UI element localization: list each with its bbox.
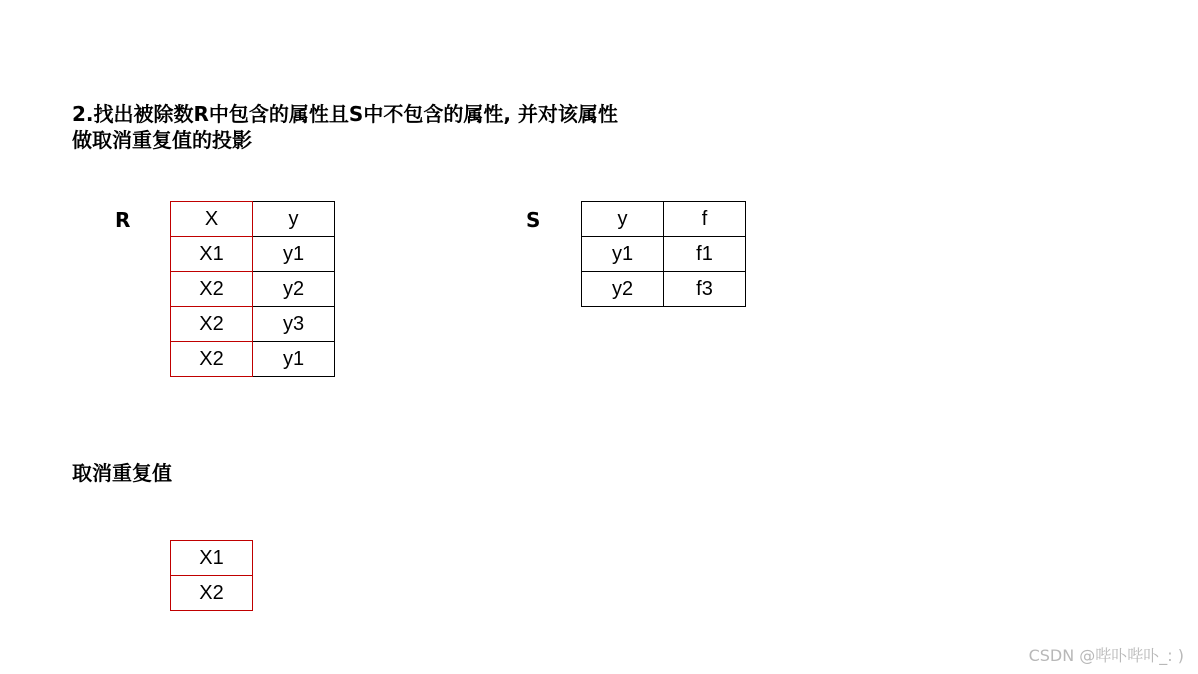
table-row	[171, 307, 335, 342]
table-cell: X1	[171, 237, 253, 272]
table-r	[170, 201, 335, 377]
table-cell: y1	[253, 342, 335, 377]
table-cell: y1	[253, 237, 335, 272]
section-title: 取消重复值	[72, 461, 172, 485]
table-r-header-y: y	[253, 202, 335, 237]
table-r-header-x: X	[171, 202, 253, 237]
table-cell: y1	[582, 237, 664, 272]
table-s-label: S	[526, 208, 541, 232]
table-row	[171, 576, 253, 611]
table-cell: X2	[171, 576, 253, 611]
table-cell: X2	[171, 342, 253, 377]
result-table	[170, 540, 253, 611]
title-line-1: 2.找出被除数R中包含的属性且S中不包含的属性, 并对该属性	[72, 102, 618, 126]
table-cell: X2	[171, 307, 253, 342]
table-r-header-row	[171, 202, 335, 237]
table-row	[171, 541, 253, 576]
table-cell: X1	[171, 541, 253, 576]
table-s-header-f: f	[664, 202, 746, 237]
table-cell: y2	[253, 272, 335, 307]
table-r-label: R	[115, 208, 131, 232]
watermark: CSDN @哔卟哔卟_: )	[1028, 646, 1184, 665]
table-row	[171, 237, 335, 272]
table-s-header-y: y	[582, 202, 664, 237]
table-s	[581, 201, 746, 307]
page-title	[72, 101, 618, 153]
table-row	[171, 342, 335, 377]
table-row	[582, 272, 746, 307]
table-cell: X2	[171, 272, 253, 307]
table-cell: y2	[582, 272, 664, 307]
title-line-2: 做取消重复值的投影	[72, 128, 252, 152]
table-row	[582, 237, 746, 272]
table-row	[171, 272, 335, 307]
table-cell: f1	[664, 237, 746, 272]
table-cell: y3	[253, 307, 335, 342]
table-cell: f3	[664, 272, 746, 307]
table-s-header-row	[582, 202, 746, 237]
